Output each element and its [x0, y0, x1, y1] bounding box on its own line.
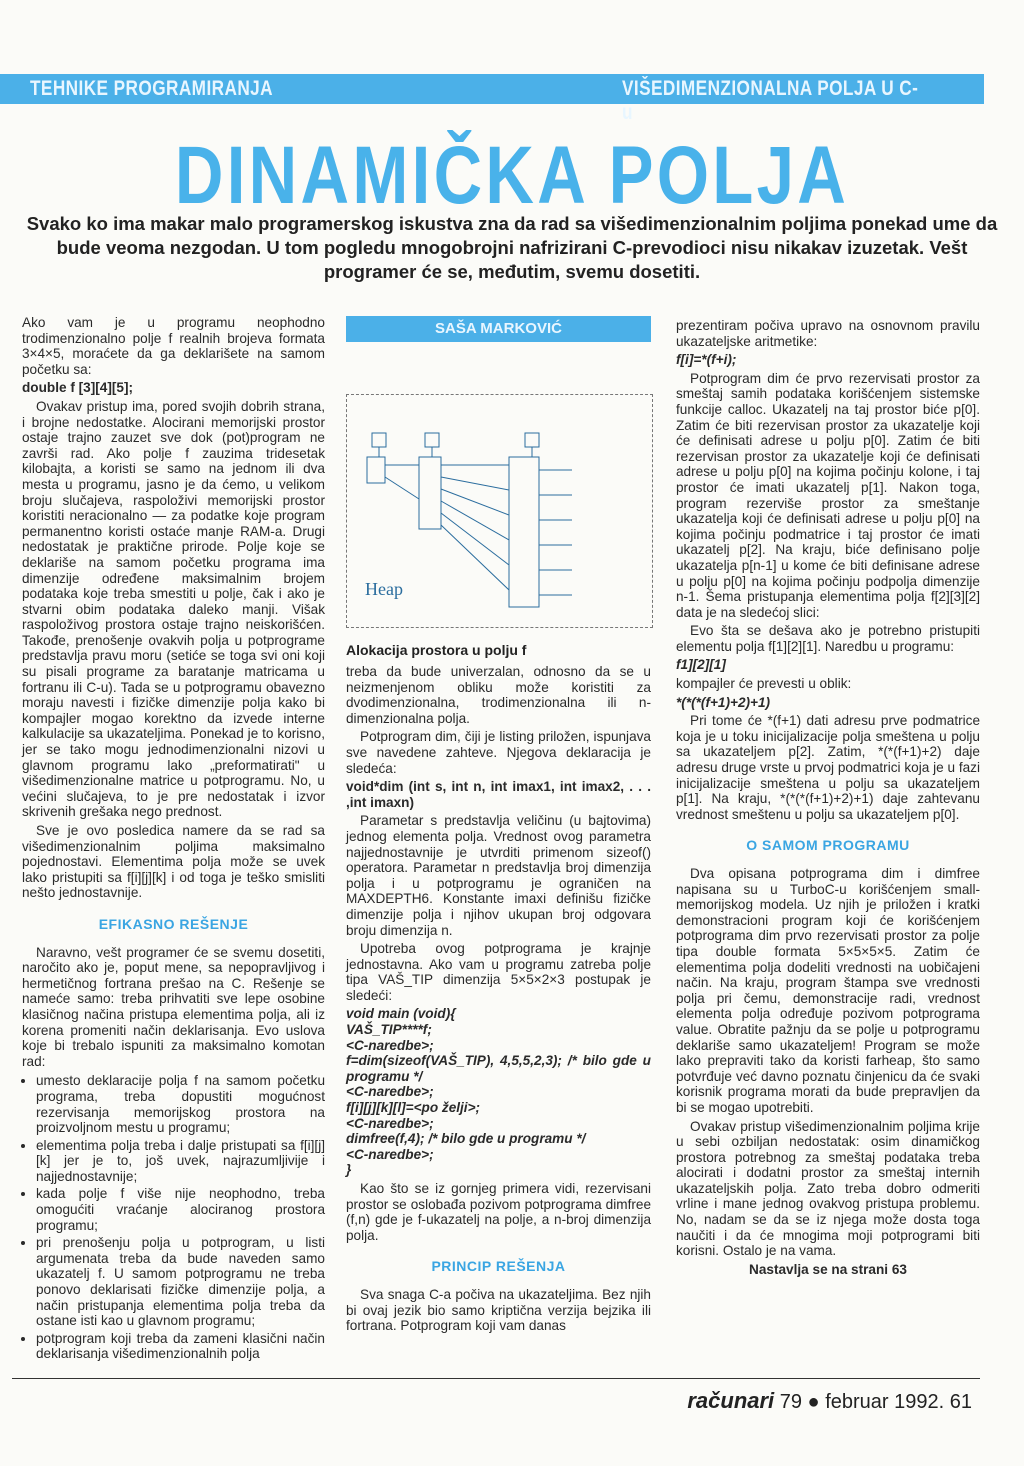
code-line: f=dim(sizeof(VAŠ_TIP), 4,5,5,2,3); /* bilo gde u programu */ — [346, 1053, 651, 1084]
paragraph: Potprogram dim, čiji je listing priložen, ispunjava sve navedene zahteve. Njegova deklaracija je sledeća: — [346, 729, 651, 776]
topic-label: VIŠEDIMENZIONALNA POLJA U C-u — [622, 77, 919, 124]
issue-date: februar 1992. — [825, 1391, 945, 1413]
subheading: PRINCIP REŠENJA — [431, 1258, 566, 1275]
code-line: <C-naredbe>; — [346, 1037, 434, 1053]
code-line: f[i]=*(f+i); — [676, 352, 737, 368]
continued-note: Nastavlja se na strani 63 — [749, 1261, 907, 1277]
issue-number: 79 — [779, 1391, 802, 1413]
author-banner: SAŠA MARKOVIĆ — [346, 316, 651, 342]
column-middle — [346, 664, 651, 1337]
paragraph: Parametar s predstavlja veličinu (u bajtovima) jednog elementa polja. Vrednost ovog parametra najjednostavnije je utvrditi primenom sizeof() operatora. Parametar n predstavlja broj dimenzija polja i u potprogramu je ograničen na MAXDEPTH6. Konstante imaxi definišu fizičke dimenzije polja i njihov ukupan broj odgovara broju dimenzija n. — [346, 813, 651, 938]
code-line: f[i][j][k][l]=<po želji>; — [346, 1100, 481, 1116]
code-line: VAŠ_TIP****f; — [346, 1022, 432, 1038]
paragraph: Kao što se iz gornjeg primera vidi, rezervisani prostor se oslobađa pozivom potprograma dimfree (f,n) gde je f-ukazatelj na polje, a n-broj dimenzija polja. — [346, 1181, 651, 1243]
paragraph: Evo šta se dešava ako je potrebno pristupiti elementu polja f[1][2][1]. Naredbu u programu: — [676, 623, 980, 654]
code-line: void*dim (int s, int n, int imax1, int imax2, . . . ,int imaxn) — [346, 779, 651, 810]
paragraph: Pri tome će *(f+1) dati adresu prve podmatrice koja je u toku inicijalizacije polja smeštena u polju sa ukazateljem p[2]. Zatim, *(*(f+1)+2) daje adresu druge vrste u prvoj podmatrici koja je u fazi inicijalizacije smeštena u polju sa ukazateljem p[1]. Na kraju, *(*(*(f+1)+2)+1) daje zahtevanu vrednost smeštenu u polju sa ukazateljem p[0]. — [676, 713, 980, 822]
code-line: dimfree(f,4); /* bilo gde u programu */ — [346, 1131, 586, 1147]
paragraph: kompajler će prevesti u oblik: — [676, 676, 852, 692]
paragraph: Upotreba ovog potprograma je krajnje jednostavna. Ako vam u programu zatreba polje tipa VAŠ_TIP dimenzija 5×5×2×3 postupak je sledeći: — [346, 941, 651, 1003]
code-line: f1][2][1] — [676, 657, 726, 673]
paragraph: Naravno, vešt programer će se svemu dosetiti, naročito ako je, poput mene, sa nepopravljivog i hermetičnog fortrana prešao na C. Rešenje se nameće samo: treba prihvatiti sve lepe osobine klasičnog načina pristupa elementima polja, ali iz korena promeniti način deklarisanja. Evo uslova koje bi trebalo ispuniti za maksimalno komotan rad: — [22, 944, 325, 1069]
lead-paragraph: Svako ko ima makar malo programerskog iskustva zna da rad sa višedimenzionalnim poljima ponekad ume da bude veoma nezgodan. U tom pogledu mnogobrojni nafrizirani C-prevodioci nisu nikakav izuzetak. Vešt programer će se, međutim, svemu dosetiti. — [26, 213, 998, 282]
code-line: <C-naredbe>; — [346, 1115, 434, 1131]
code-line: *(*(*(f+1)+2)+1) — [676, 694, 771, 710]
code-line: <C-naredbe>; — [346, 1084, 434, 1100]
code-line: <C-naredbe>; — [346, 1146, 434, 1162]
bullet-separator: ● — [807, 1391, 820, 1413]
page-number: 61 — [949, 1391, 972, 1413]
paragraph: Ovakav pristup višedimenzionalnim poljima krije u sebi ozbiljan nedostatak: osim dinamičkog prostora potrebnog za smeštaj podataka treba alocirati i dodatni prostor za smeštaj internih ukazateljskih polja. Zato treba dobro odmeriti vrline i mane jednog ovakvog pristupa problemu. No, nadam se da se iz njega može dosta toga naučiti i da će mnogima moji potprogrami biti korisni. Ostalo je na vama. — [676, 1118, 980, 1259]
page-footer — [687, 1388, 972, 1414]
section-header-band — [0, 74, 984, 124]
code-listing — [346, 1006, 651, 1178]
paragraph: Potprogram dim će prvo rezervisati prostor za smeštaj samih podataka korišćenjem sistemske funkcije calloc. Ukazatelj na taj prostor biće p[0]. Zatim će biti rezervisan prostor za ukazatelje koji će definisati adrese u polju p[0]. Zatim će biti rezervisan prostor za ukazatelje koji će definisati adrese u polju p[0] na kojima počinju kolone, i taj prostor će imati ukazatelj p[1]. Nakon toga, program rezerviše prostor za smeštanje ukazatelja koji će definisati adrese u polju p[0] na kojima počinju podmatrice i taj prostor će imati ukazatelj p[2]. Na kraju, biće definisano polje ukazatelja p[n-1] u kome će biti definisane adrese u polju p[0] na kojima počinju podpolja dimenzije n-1. Šema pristupanja elementima polja f[2][3][2] data je na sledećoj slici: — [676, 370, 980, 620]
list-item: • potprogram koji treba da zameni klasični način deklarisanja višedimenzionalnih polja — [36, 1331, 325, 1362]
pointer-diagram — [347, 395, 652, 627]
requirements-list — [22, 1073, 325, 1362]
paragraph: prezentiram počiva upravo na osnovnom pravilu ukazateljske aritmetike: — [676, 318, 980, 349]
paragraph: Ako vam je u programu neophodno trodimenzionalno polje f realnih brojeva formata 3×4×5, moraćete da ga deklarišete na samom početku sa: — [22, 315, 325, 377]
list-item: • umesto deklaracije polja f na samom početku programa, treba dopustiti mogućnost rezervisanja memorijskog prostora na proizvoljnom mestu u programu; — [36, 1073, 325, 1135]
paragraph: Sva snaga C-a počiva na ukazateljima. Bez njih bi ovaj jezik bio samo kriptična verzija bejzika ili fortrana. Potprogram koji vam danas — [346, 1286, 651, 1334]
figure-caption: Alokacija prostora u polju f — [346, 642, 527, 658]
code-line: void main (void){ — [346, 1006, 456, 1022]
section-label: TEHNIKE PROGRAMIRANJA — [30, 77, 274, 100]
code-line: } — [346, 1162, 352, 1178]
subheading: EFIKASNO REŠENJE — [98, 915, 249, 932]
paragraph: treba da bude univerzalan, odnosno da se u neizmenjenom obliku može koristiti za dvodimenzionalna, trodimenzionalna ili n-dimenzionalna polja. — [346, 664, 651, 726]
paragraph: Sve je ovo posledica namere da se rad sa višedimenzionalnim poljima maksimalno pojednostavi. Elementima polja može se uvek lako pristupiti sa f[i][j][k] i od toga je teško smisliti nešto jednostavnije. — [22, 823, 325, 901]
magazine-name: računari — [687, 1388, 775, 1413]
code-line: double f [3][4][5]; — [22, 380, 134, 396]
column-left — [22, 315, 325, 1366]
list-item: • elementima polja treba i dalje pristupati sa f[i][j][k] jer je to, još uvek, najrazumljivije i najjednostavnije; — [36, 1138, 325, 1185]
list-item: • kada polje f više nije neophodno, treba omogućiti vraćanje alociranog prostora programu; — [36, 1186, 325, 1233]
paragraph: Dva opisana potprograma dim i dimfree napisana su u TurboC-u korišćenjem small-memorijskog modela. Uz njih je priložen i kratki demonstracioni program koji će korišćenjem potprograma dim prvo rezervisati prostor za polje tipa double formata 5×5×5×5. Zatim će elementima polja dodeliti vrednosti na uobičajeni način. Na kraju, program štampa sve vrednosti polja pri čemu, demonstracije radi, vrednost elementa polja određuje pozivom potprograma value. Obratite pažnju da se polje u potprogramu deklariše samo ukazateljem! Program se može lako prepraviti tako da koristi farheap, što samo potvrđuje već davno poznatu činjenicu da će svaki korisnik programa morati da bude prepravljen da bi se mogao upotrebiti. — [676, 866, 980, 1115]
paragraph: Ovakav pristup ima, pored svojih dobrih strana, i brojne nedostatke. Alocirani memorijski prostor ostaje trajno zauzet sve dok (pot)program ne završi rad. Ako polje f zauzima tridesetak kilobajta, a koristi se samo na jednom ili dva mesta u programu, jasno je da ćemo, u velikom broju slučajeva, raspoloživi memorijski prostor koristiti neracionalno — za podatke koje program permanentno koristi ostaće manje RAM-a. Drugi nedostatak je praktične prirode. Polje koje se deklariše na samom početku programa ima dimenzije određene maksimalnim brojem podataka koje treba smestiti u polje, čak i ako je stvarni obim podataka daleko manji. Višak raspoloživog prostora ostaje trajno neiskorišćen. Takođe, prenošenje ovakvih polja u potprograme predstavlja pravu moru (setiće se toga svi oni koji su pisali programe za baratanje matricama u fortranu ili C-u). Tada se u potprogramu obavezno moraju navesti i fizičke dimenzije polja kako bi kompajler mogao korektno da izvede interne kalkulacije sa ukazateljima. Ponekad je to korisno, jer se tako mogu jednodimenzionalni nizovi u glavnom programu lako „preformatirati" u višedimenzionalne matrice u potprogramu. No, u većini slučajeva, to je pre nedostatak i izvor skrivenih grešaka nego prednost. — [22, 398, 325, 820]
footer-rule — [12, 1378, 980, 1379]
list-item: • pri prenošenju polja u potprogram, u listi argumenata treba da bude naveden samo ukazatelj f. U samom potprogramu ne treba ponovo deklarisati fizičke dimenzije polja, a način pristupanja elementima polja treba da ostane isti kao u glavnom programu; — [36, 1235, 325, 1329]
column-right — [676, 318, 980, 1277]
subheading: O SAMOM PROGRAMU — [746, 837, 910, 854]
article-title: DINAMIČKA POLJA — [174, 130, 850, 221]
heap-label: Heap — [365, 579, 403, 599]
heap-allocation-figure — [346, 394, 653, 628]
